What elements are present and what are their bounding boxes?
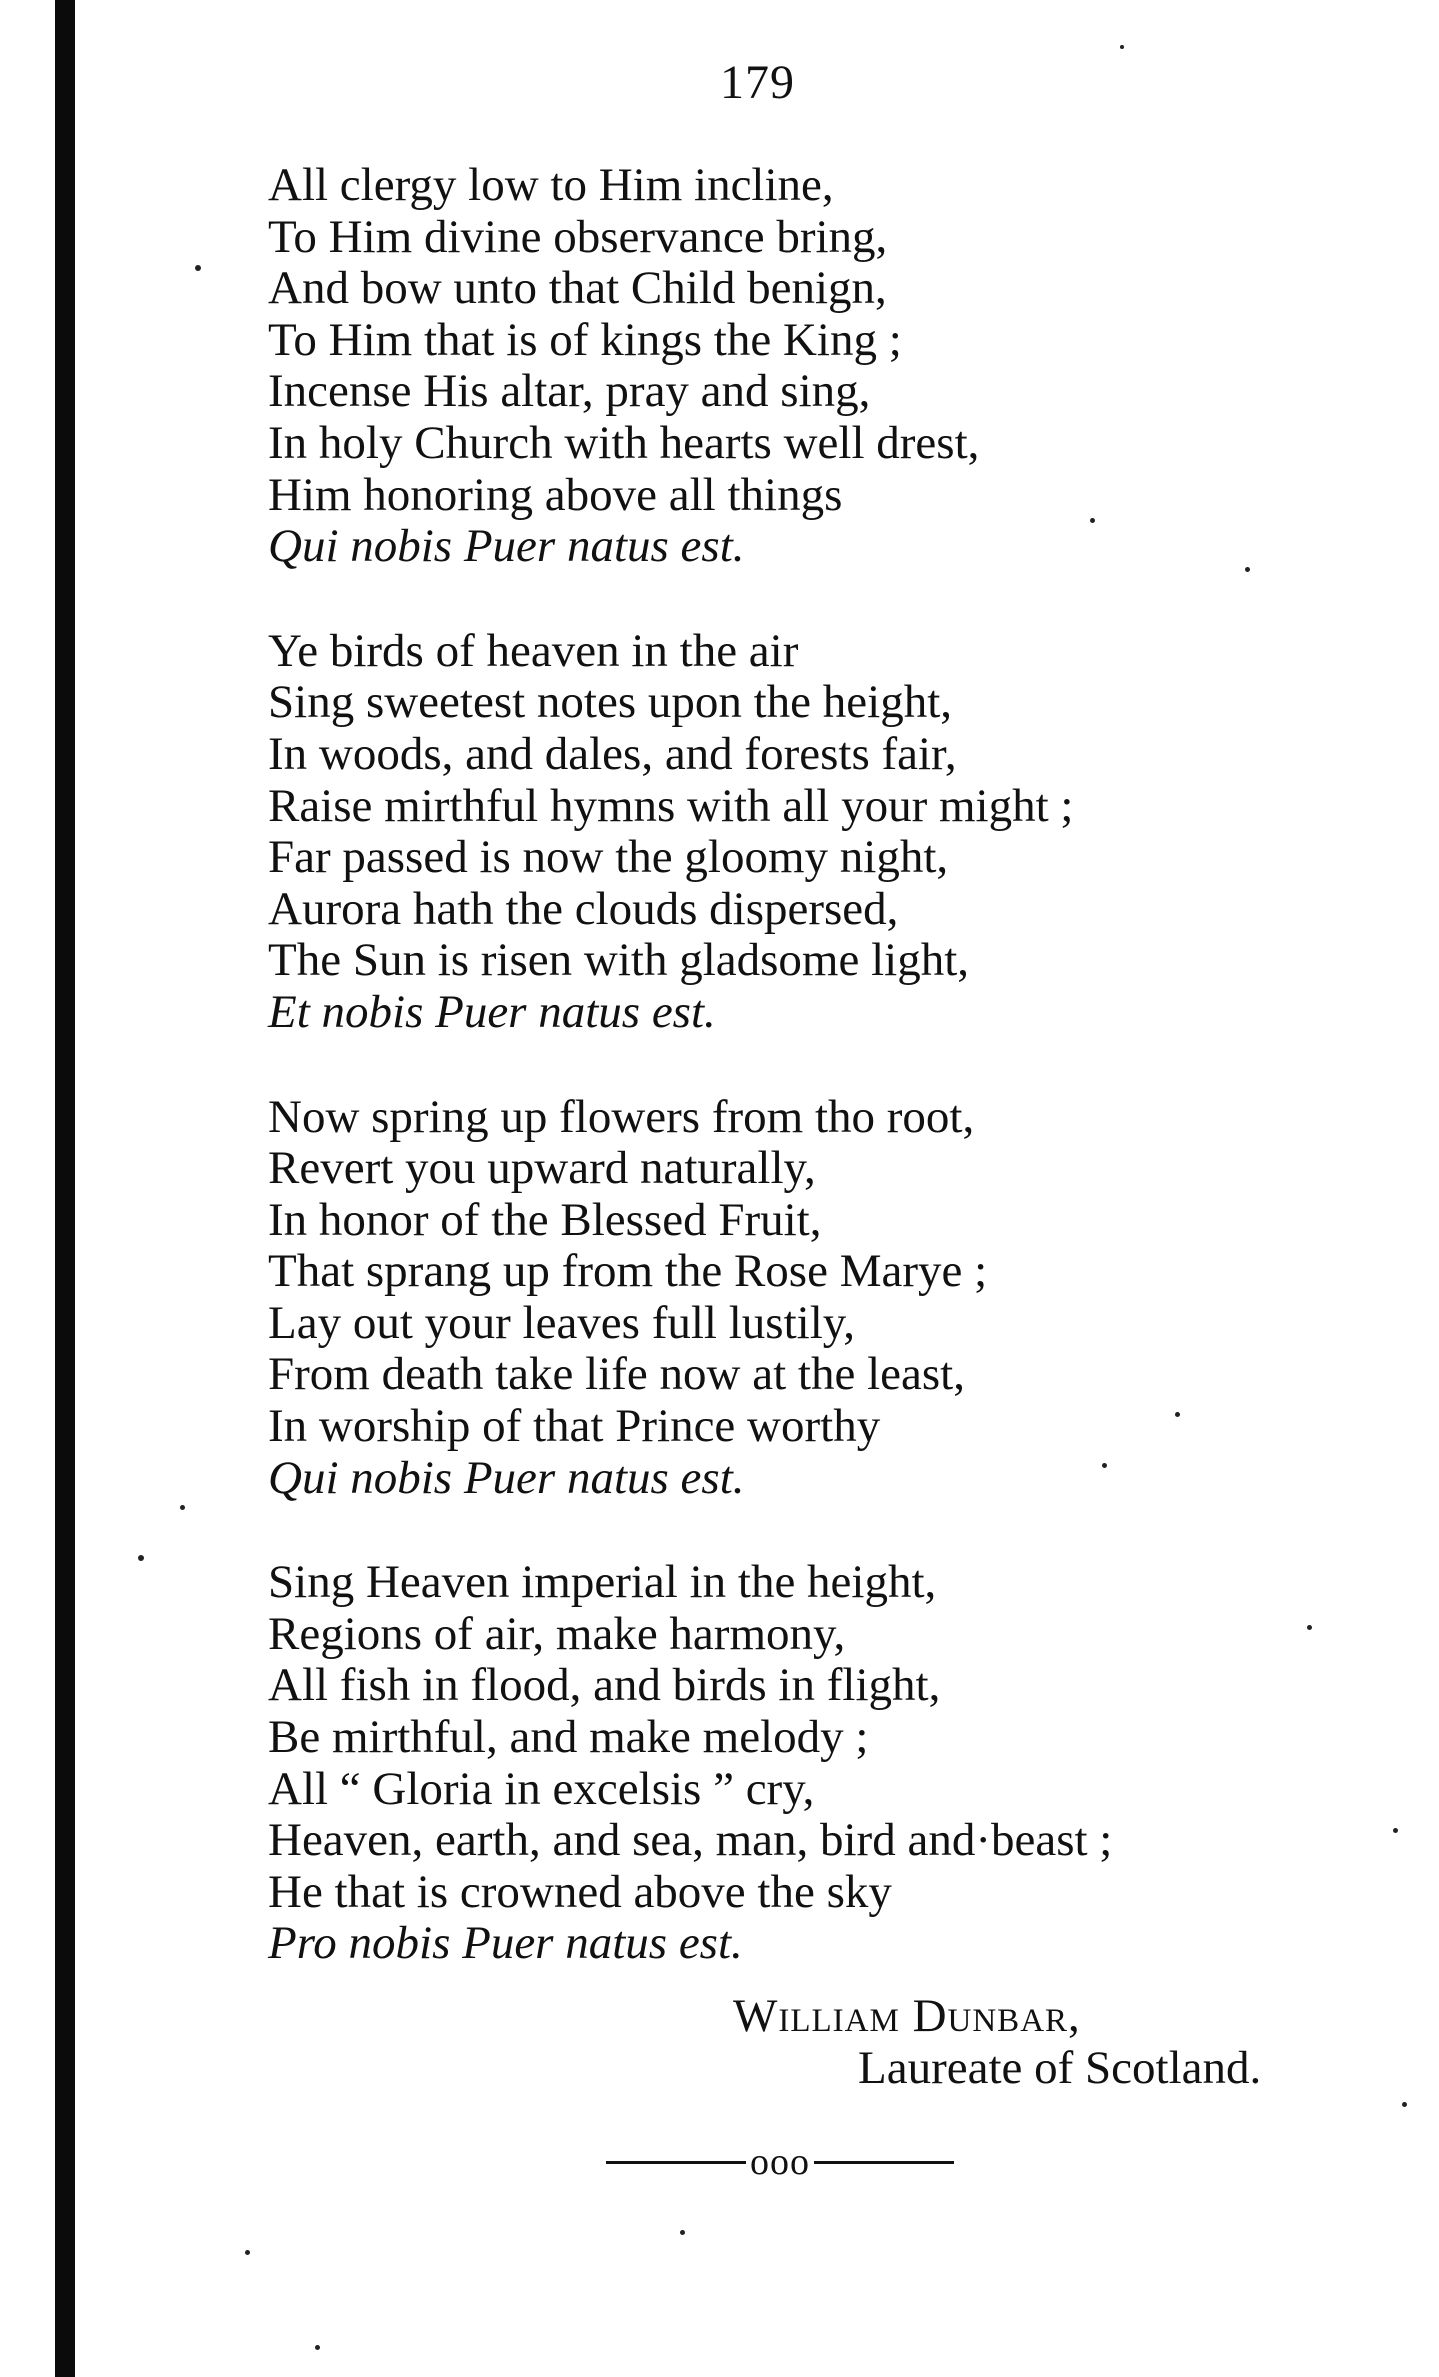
poem-line: Now spring up flowers from tho root, <box>268 1090 975 1143</box>
author-name: William Dunbar, <box>733 1990 1081 2042</box>
stanza-1 <box>268 160 1348 573</box>
section-divider <box>585 2142 975 2182</box>
poem-line: The Sun is risen with gladsome light, <box>268 934 970 987</box>
print-speck <box>315 2345 320 2350</box>
poem-line: In honor of the Blessed Fruit, <box>268 1193 822 1246</box>
print-speck <box>1393 1828 1398 1833</box>
print-speck <box>1402 2102 1407 2107</box>
print-speck <box>1307 1625 1312 1630</box>
poem-line: Him honoring above all things <box>268 468 843 521</box>
print-speck <box>245 2250 250 2255</box>
poem-line: And bow unto that Child benign, <box>268 262 887 315</box>
poem-line: All “ Gloria in excelsis ” cry, <box>268 1762 815 1815</box>
poem <box>268 160 1348 2023</box>
poem-line: In worship of that Prince worthy <box>268 1400 881 1453</box>
print-speck <box>138 1555 144 1561</box>
poem-line: Revert you upward naturally, <box>268 1142 816 1195</box>
page-number: 179 <box>720 56 795 109</box>
print-speck <box>1245 567 1250 572</box>
poem-line: Incense His altar, pray and sing, <box>268 365 871 418</box>
divider-rule-left <box>606 2161 746 2164</box>
print-speck <box>195 265 201 271</box>
binding-edge <box>55 0 75 2377</box>
poem-line: Be mirthful, and make melody ; <box>268 1711 869 1764</box>
poem-line: Raise mirthful hymns with all your might ; <box>268 779 1074 832</box>
refrain-line: Qui nobis Puer natus est. <box>268 520 745 573</box>
print-speck <box>1102 1463 1107 1468</box>
poem-line: That sprang up from the Rose Marye ; <box>268 1245 988 1298</box>
refrain-line: Pro nobis Puer natus est. <box>268 1917 743 1970</box>
poem-line: He that is crowned above the sky <box>268 1865 892 1918</box>
poem-line: To Him divine observance bring, <box>268 210 888 263</box>
poem-line: Regions of air, make harmony, <box>268 1607 846 1660</box>
divider-rule-right <box>814 2161 954 2164</box>
print-speck <box>1090 518 1095 523</box>
poem-line: Ye birds of heaven in the air <box>268 624 799 677</box>
attribution <box>268 1990 1348 2094</box>
poem-line: Lay out your leaves full lustily, <box>268 1296 855 1349</box>
print-speck <box>1120 45 1124 49</box>
poem-line: All clergy low to Him incline, <box>268 159 834 211</box>
poem-line: Far passed is now the gloomy night, <box>268 831 949 884</box>
print-speck <box>1175 1412 1180 1417</box>
stanza-2 <box>268 626 1348 1039</box>
poem-line: In holy Church with hearts well drest, <box>268 416 980 469</box>
poem-line: To Him that is of kings the King ; <box>268 313 902 366</box>
poem-line: Aurora hath the clouds dispersed, <box>268 882 899 935</box>
stanza-3 <box>268 1092 1348 1505</box>
poem-line: All fish in flood, and birds in flight, <box>268 1659 941 1712</box>
poem-line: Sing Heaven imperial in the height, <box>268 1556 937 1609</box>
poem-line: Heaven, earth, and sea, man, bird and·beast ; <box>268 1814 1113 1867</box>
print-speck <box>180 1505 185 1510</box>
refrain-line: Qui nobis Puer natus est. <box>268 1451 745 1504</box>
poem-line: Sing sweetest notes upon the height, <box>268 676 953 729</box>
print-speck <box>680 2230 685 2235</box>
divider-ornament: ooo <box>750 2141 810 2183</box>
refrain-line: Et nobis Puer natus est. <box>268 985 716 1038</box>
author-title: Laureate of Scotland. <box>858 2042 1262 2094</box>
poem-line: In woods, and dales, and forests fair, <box>268 727 957 780</box>
poem-line: From death take life now at the least, <box>268 1348 965 1401</box>
stanza-4 <box>268 1557 1348 1970</box>
